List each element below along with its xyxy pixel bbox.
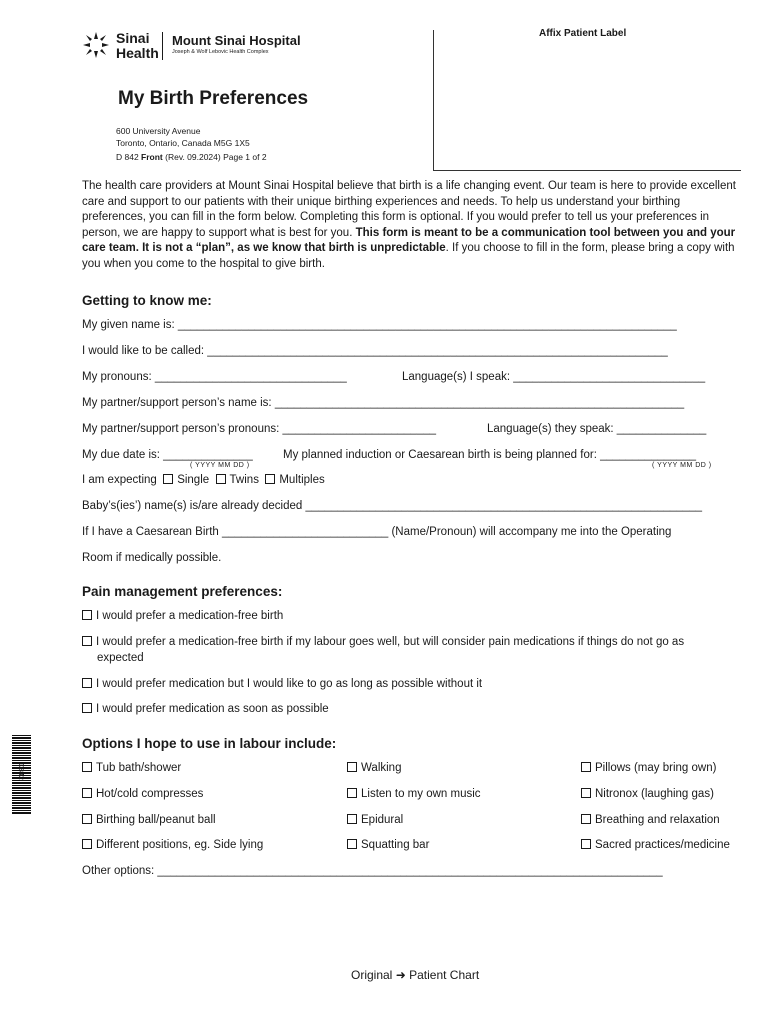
option-music: Listen to my own music [347,788,481,800]
option-pillows: Pillows (may bring own) [581,762,716,774]
birthing-ball-checkbox[interactable] [82,814,92,824]
epidural-checkbox[interactable] [347,814,357,824]
section-heading-pain-management: Pain management preferences: [82,584,283,599]
option-compresses: Hot/cold compresses [82,788,203,800]
language-field[interactable]: Language(s) I speak: ______________________________ [402,371,706,383]
positions-checkbox[interactable] [82,839,92,849]
form-code: D 842 Front (Rev. 09.2024) Page 1 of 2 [116,152,267,162]
option-birthing-ball: Birthing ball/peanut ball [82,814,216,826]
label-box-left-border [433,30,434,170]
pain-option-2-checkbox[interactable] [82,636,92,646]
caesarean-companion-cont: Room if medically possible. [82,552,222,564]
intro-paragraph: The health care providers at Mount Sinai Hospital believe that birth is a life changing event. Our team is here to provide excellent care and support to our patients with their unique birthing experiences and needs. To help us understand your birthing preferences, you can fill in the form below. Completing this form is optional. If you would prefer to tell us your preferences in person, we are happy to support what is best for you. This form is meant to be a communication tool between you and your care team. It is not a “plan”, as we know that birth is unpredictable. If you choose to fill in the form, please bring a copy with you when you come to the hospital to give birth. [82,180,736,270]
sacred-practices-checkbox[interactable] [581,839,591,849]
hospital-name: Mount Sinai Hospital [172,33,301,48]
due-date-field[interactable]: My due date is: ______________ [82,449,253,461]
single-checkbox[interactable] [163,474,173,484]
pain-option-2: I would prefer a medication-free birth if my labour goes well, but will consider pain medications if things do not go as [82,636,684,648]
affix-patient-label: Affix Patient Label [539,28,627,39]
breathing-checkbox[interactable] [581,814,591,824]
logo-divider [162,32,163,60]
preferred-name-field[interactable]: I would like to be called: ________________________________________________________________________ [82,345,668,357]
planned-birth-date-field[interactable]: My planned induction or Caesarean birth is being planned for: _______________ [283,449,697,461]
pain-option-3: I would prefer medication but I would like to go as long as possible without it [82,678,482,690]
pain-option-4: I would prefer medication as soon as possible [82,703,329,715]
routing-footer: Original ➜ Patient Chart [351,968,480,982]
barcode-label: D842 [17,763,24,780]
multiples-checkbox[interactable] [265,474,275,484]
option-walking: Walking [347,762,401,774]
pain-option-4-checkbox[interactable] [82,703,92,713]
other-options-field[interactable]: Other options: _______________________________________________________________________________ [82,865,663,877]
nitronox-checkbox[interactable] [581,788,591,798]
expecting-label: I am expecting [82,474,157,486]
brand-name: Sinai Health [116,30,159,61]
due-date-format-hint: ( YYYY MM DD ) [190,462,250,469]
partner-pronouns-field[interactable]: My partner/support person’s pronouns: ________________________ [82,423,437,435]
hospital-address: 600 University Avenue Toronto, Ontario, Canada M5G 1X5 [116,126,250,148]
baby-names-field[interactable]: Baby’s(ies’) name(s) is/are already decided ______________________________________________________________ [82,500,703,512]
option-sacred-practices: Sacred practices/medicine [581,839,730,851]
compresses-checkbox[interactable] [82,788,92,798]
partner-name-field[interactable]: My partner/support person’s name is: ________________________________________________________________ [82,397,685,409]
pain-option-3-checkbox[interactable] [82,678,92,688]
option-breathing: Breathing and relaxation [581,814,720,826]
option-squatting-bar: Squatting bar [347,839,429,851]
sinai-health-logo-icon [81,30,111,60]
section-heading-getting-to-know-me: Getting to know me: [82,293,212,308]
expecting-row [82,474,325,486]
single-label: Single [177,474,210,486]
label-box-bottom-border [433,170,741,171]
pronouns-field[interactable]: My pronouns: ______________________________ [82,371,347,383]
pain-option-2-cont: expected [97,652,144,664]
complex-name: Joseph & Wolf Lebovic Health Complex [172,49,269,55]
squatting-bar-checkbox[interactable] [347,839,357,849]
option-epidural: Epidural [347,814,403,826]
caesarean-companion-field[interactable]: If I have a Caesarean Birth __________________________ (Name/Pronoun) will accompany me into the Operating [82,526,672,538]
twins-label: Twins [229,474,259,486]
option-positions: Different positions, eg. Side lying [82,839,263,851]
page-title: My Birth Preferences [118,88,309,109]
planned-date-format-hint: ( YYYY MM DD ) [652,462,712,469]
pain-option-1-checkbox[interactable] [82,610,92,620]
multiples-label: Multiples [279,474,325,486]
given-name-field[interactable]: My given name is: ______________________________________________________________________________ [82,319,677,331]
twins-checkbox[interactable] [216,474,226,484]
pillows-checkbox[interactable] [581,762,591,772]
pain-option-1: I would prefer a medication-free birth [82,610,283,622]
walking-checkbox[interactable] [347,762,357,772]
tub-bath-checkbox[interactable] [82,762,92,772]
section-heading-labour-options: Options I hope to use in labour include: [82,736,337,751]
arrow-right-icon: ➜ [395,968,406,982]
music-checkbox[interactable] [347,788,357,798]
partner-language-field[interactable]: Language(s) they speak: ______________ [487,423,707,435]
option-nitronox: Nitronox (laughing gas) [581,788,714,800]
option-tub-bath: Tub bath/shower [82,762,181,774]
